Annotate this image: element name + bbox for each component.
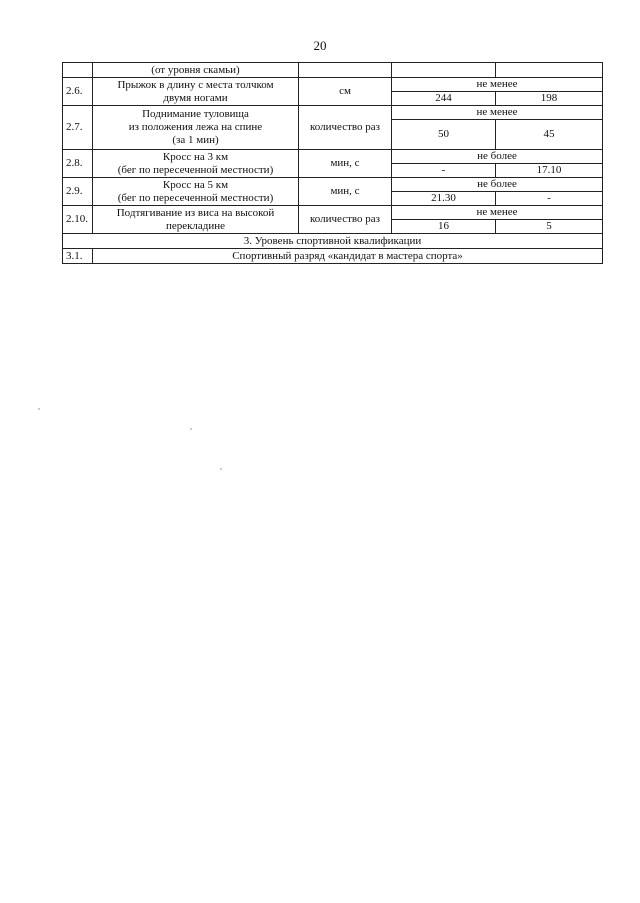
unit: количество раз: [299, 206, 392, 234]
exercise-name: Подтягивание из виса на высокой перекладине: [93, 206, 299, 234]
criterion: не менее: [392, 206, 603, 220]
value-women: 198: [496, 92, 603, 106]
criterion: не менее: [392, 78, 603, 92]
scan-speck: [38, 408, 40, 410]
exercise-name: Поднимание туловища из положения лежа на спине (за 1 мин): [93, 106, 299, 150]
cell-exercise-continuation: (от уровня скамьи): [93, 63, 299, 78]
value-men: 16: [392, 220, 496, 234]
value-men: -: [392, 164, 496, 178]
norms-table: [62, 62, 603, 264]
qualification-text: Спортивный разряд «кандидат в мастера спорта»: [93, 249, 603, 264]
table-row: [63, 78, 603, 92]
row-number: 2.8.: [63, 150, 93, 178]
table-row: [63, 249, 603, 264]
continuation-row: [63, 63, 603, 78]
page-number: 20: [313, 38, 327, 53]
cell-num-empty: [63, 63, 93, 78]
value-men: 21.30: [392, 192, 496, 206]
table-row: [63, 150, 603, 164]
exercise-name: Прыжок в длину с места толчком двумя ногами: [93, 78, 299, 106]
value-women: 17.10: [496, 164, 603, 178]
value-women: 5: [496, 220, 603, 234]
unit: см: [299, 78, 392, 106]
exercise-name: Кросс на 3 км (бег по пересеченной местности): [93, 150, 299, 178]
section-heading: 3. Уровень спортивной квалификации: [63, 234, 603, 249]
cell-women-empty: [496, 63, 603, 78]
section-heading-row: [63, 234, 603, 249]
criterion: не менее: [392, 106, 603, 120]
unit: количество раз: [299, 106, 392, 150]
row-number: 2.9.: [63, 178, 93, 206]
table-row: [63, 178, 603, 192]
criterion: не более: [392, 150, 603, 164]
value-men: 50: [392, 120, 496, 150]
row-number: 2.6.: [63, 78, 93, 106]
table-row: [63, 206, 603, 220]
criterion: не более: [392, 178, 603, 192]
row-number: 2.10.: [63, 206, 93, 234]
scan-speck: [190, 428, 192, 430]
cell-unit-empty: [299, 63, 392, 78]
scan-speck: [220, 468, 222, 470]
cell-men-empty: [392, 63, 496, 78]
exercise-name: Кросс на 5 км (бег по пересеченной местности): [93, 178, 299, 206]
table-row: [63, 106, 603, 120]
value-women: -: [496, 192, 603, 206]
unit: мин, с: [299, 178, 392, 206]
unit: мин, с: [299, 150, 392, 178]
value-men: 244: [392, 92, 496, 106]
row-number: 2.7.: [63, 106, 93, 150]
row-number: 3.1.: [63, 249, 93, 264]
value-women: 45: [496, 120, 603, 150]
